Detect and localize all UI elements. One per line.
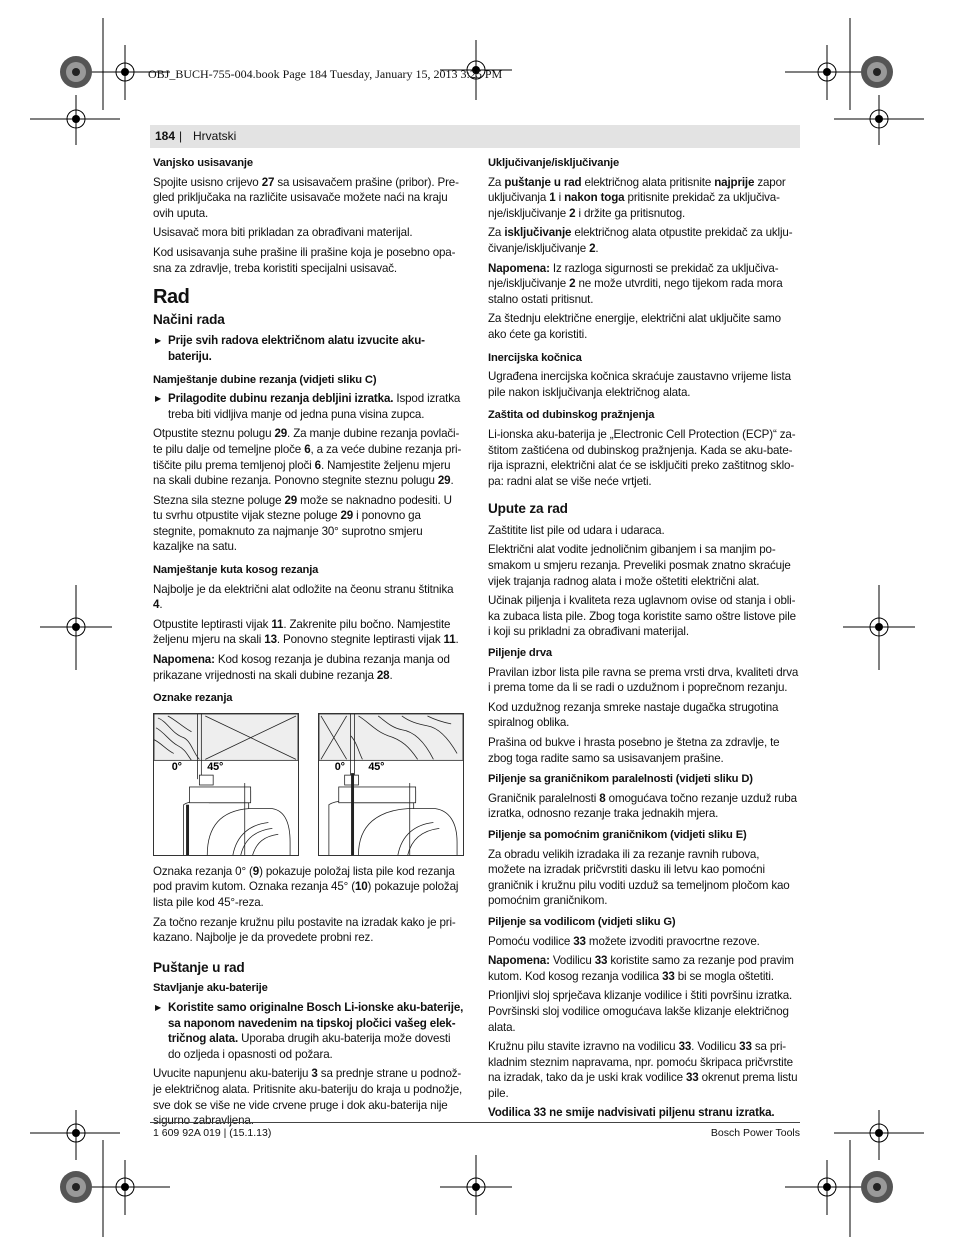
heading-ukljucivanje: Uključivanje/isključivanje [488, 157, 620, 169]
heading-paralelnost: Piljenje sa graničnikom paralelnosti (vidjeti sliku D) [488, 773, 753, 786]
heading-stavljanje: Stavljanje aku-baterije [153, 982, 268, 995]
paragraph: Stezna sila stezne poluge 29 može se naknadno podesiti. U tu svrhu otpustite vijak stezne poluge 29 i ponovno ga stegnite, pomaknuto za najmanje 30° suprotno smjeru kazaljke na satu. [153, 493, 452, 554]
heading-kut: Namještanje kuta kosog rezanja [153, 564, 319, 577]
right-column [488, 156, 799, 1125]
heading-rad: Rad [153, 286, 190, 309]
figure-cut-mark-45deg [318, 713, 464, 856]
figure-label-0deg: 0° [334, 761, 345, 774]
paragraph: Graničnik paralelnosti 8 omogućava točno rezanje uzduž ruba izratka, odnosno rezanje traka jednakih mjera. [488, 791, 797, 821]
page-header-bar [150, 125, 800, 148]
book-info-line: OBJ_BUCH-755-004.book Page 184 Tuesday, January 15, 2013 3:25 PM [148, 67, 503, 81]
cut-marks-figures [153, 713, 464, 856]
figure-label-45deg: 45° [368, 761, 385, 774]
header-language: Hrvatski [193, 129, 237, 143]
left-column [153, 156, 464, 1133]
bullet-item: ▶ Prilagodite dubinu rezanja debljini izratka. Ispod izratka treba biti vidljiva manje od jedna puna visina zupca. [153, 391, 464, 422]
heading-oznake: Oznake rezanja [153, 692, 233, 705]
paragraph: Za točno rezanje kružnu pilu postavite na izradak kako je prikazano. Najbolje je da provedete probni rez. [153, 915, 456, 945]
paragraph: Li-ionska aku-baterija je „Electronic Cell Protection (ECP)“ zaštitom zaštićena od dubinskog pražnjenja. Kada se aku-baterija isprazni, električni alat će se isključiti preko zaštitnog sklopa: radni alat se više neće vrtjeti. [488, 427, 796, 488]
paragraph: Napomena: Iz razloga sigurnosti se prekidač za uključivanje/isključivanje 2 ne može utvrditi, nego tijekom rada mora stalno ostati pritisnut. [488, 261, 783, 306]
paragraph: Napomena: Vodilicu 33 koristite samo za rezanje pod pravim kutom. Kod kosog rezanja vodilica 33 bi se mogla oštetiti. [488, 954, 794, 983]
paragraph: Prašina od bukve i hrasta posebno je štetna za zdravlje, te zbog toga radite samo sa usisavanjem prašine. [488, 736, 780, 765]
heading-inercijska: Inercijska kočnica [488, 351, 582, 364]
heading-vodilica: Piljenje sa vodilicom (vidjeti sliku G) [488, 915, 676, 928]
heading-vanjsko: Vanjsko usisavanje [153, 157, 253, 169]
paragraph: Otpustite steznu polugu 29. Za manje dubine rezanja povlačite pilu dalje od temeljne ploče 6, a za veće dubine rezanja pritiščite pilu prema temljenoj ploči 6. Namjestite željenu mjeru na skali dubine rezanja. Ponovno stegnite steznu polugu 29. [153, 427, 462, 488]
heading-dubina: Namještanje dubine rezanja (vidjeti sliku C) [153, 373, 377, 386]
paragraph: Pomoću vodilice 33 možete izvoditi pravocrtne rezove. [488, 934, 760, 948]
paragraph: Spojite usisno crijevo 27 sa usisavačem prašine (pribor). Pregled priključaka na različite usisavače možete naći na kraju ovih uputa. [153, 175, 459, 220]
paragraph: Kod uzdužnog rezanja smreke nastaje dugačka strugotina spiralnog oblika. [488, 700, 779, 730]
paragraph: Za isključivanje električnog alata otpustite prekidač za uključivanje/isključivanje 2. [488, 226, 793, 255]
paragraph: Usisavač mora biti prikladan za obrađivani materijal. [153, 226, 413, 240]
paragraph: Kružnu pilu stavite izravno na vodilicu 33. Vodilicu 33 sa prikladnim steznim napravama, npr. pomoću škripaca pričvrstite na izradak, tako da je uski krak vodilice 33 okrenut prema listu pile. [488, 1040, 798, 1100]
figure-cut-mark-0deg [153, 713, 299, 856]
bullet-item: ▶ Koristite samo originalne Bosch Li-ionske aku-baterije, sa naponom navedenim na tipskoj pločici vašeg električnog alata. Uporaba drugih aku-baterija može dovesti do ozljeda i opasnosti od požara. [153, 1000, 464, 1062]
paragraph: Oznaka rezanja 0° (9) pokazuje položaj lista pile kod rezanja pod pravim kutom. Oznaka rezanja 45° (10) pokazuje položaj lista pile kod 45°-reza. [153, 864, 459, 909]
footer-brand: Bosch Power Tools [710, 1127, 800, 1139]
paragraph: Pravilan izbor lista pile ravna se prema vrsti drva, kvaliteti drva i prema tome da li se radi o uzdužnom i poprečnom rezanju. [488, 665, 799, 695]
paragraph: Za puštanje u rad električnog alata pritisnite najprije zapor uključivanja 1 i nakon toga pritisnite prekidač za uključivanje/isključivanje 2 i držite ga pritisnutog. [488, 175, 786, 220]
footer-doc-number: 1 609 92A 019 | (15.1.13) [153, 1127, 272, 1139]
paragraph: Za obradu velikih izradaka ili za rezanje ravnih rubova, možete na izradak pričvrstiti dasku ili letvu kao pomoćni graničnik i kružnu pilu voditi uzduž sa temeljnom pločom kao pomoćnim graničnikom. [488, 847, 790, 908]
heading-nacini: Načini rada [153, 311, 225, 327]
bullet-item: ▶ Prije svih radova električnom alatu izvucite aku-bateriju. [153, 333, 464, 364]
heading-upute: Upute za rad [488, 501, 568, 517]
paragraph: Zaštitite list pile od udara i udaraca. [488, 523, 665, 537]
paragraph: Otpustite leptirasti vijak 11. Zakrenite pilu bočno. Namjestite željenu mjeru na skali 13. Ponovno stegnite leptirasti vijak 11. [153, 617, 459, 647]
heading-pustanje: Puštanje u rad [153, 959, 245, 975]
header-separator: | [179, 129, 183, 143]
paragraph: Učinak piljenja i kvaliteta reza uglavnom ovise od stanja i oblika zubaca lista pile. Zbog toga koristite samo oštre listove pile i koji su prikladni za obrađivani materijal. [488, 594, 796, 639]
paragraph: Kod usisavanja suhe prašine ili prašine koja je posebno opasna za zdravlje, treba koristiti specijalni usisavač. [153, 245, 456, 275]
footer-rule [150, 1122, 800, 1123]
paragraph: Za štednju električne energije, električni alat uključite samo ako ćete ga koristiti. [488, 312, 781, 341]
heading-zastita: Zaštita od dubinskog pražnjenja [488, 409, 655, 422]
paragraph: Napomena: Kod kosog rezanja je dubina rezanja manja od prikazane vrijednosti na skali dubine rezanja 28. [153, 653, 450, 682]
paragraph: Najbolje je da električni alat odložite na čeonu stranu štitnika 4. [153, 582, 454, 612]
paragraph: Ugrađena inercijska kočnica skraćuje zaustavno vrijeme lista pile nakon isključivanja električnog alata. [488, 370, 791, 399]
figure-label-45deg: 45° [207, 761, 224, 774]
paragraph: Uvucite napunjenu aku-bateriju 3 sa prednje strane u podnožje električnog alata. Pritisnite aku-bateriju do kraja u podnožje, sve dok se više ne vide crvene pruge i dok aku-baterija nije sigurno zabravljena. [153, 1067, 463, 1128]
figure-label-0deg: 0° [171, 761, 182, 774]
heading-pomocni: Piljenje sa pomoćnim graničnikom (vidjeti sliku E) [488, 828, 747, 841]
paragraph: Električni alat vodite jednoličnim gibanjem i sa manjim posmakom u smjeru rezanja. Preveliki posmak znatno skraćuje vijek trajanja radnog alata i može oštetiti električni alat. [488, 543, 791, 588]
heading-drva: Piljenje drva [488, 647, 552, 660]
paragraph: Vodilica 33 ne smije nadvisivati piljenu stranu izratka. [488, 1106, 775, 1120]
page-number: 184 [155, 129, 176, 143]
paragraph: Prionljivi sloj sprječava klizanje vodilice i štiti površinu izratka. Površinski sloj vodilice omogućava lakše klizanje električnog alata. [488, 989, 793, 1034]
